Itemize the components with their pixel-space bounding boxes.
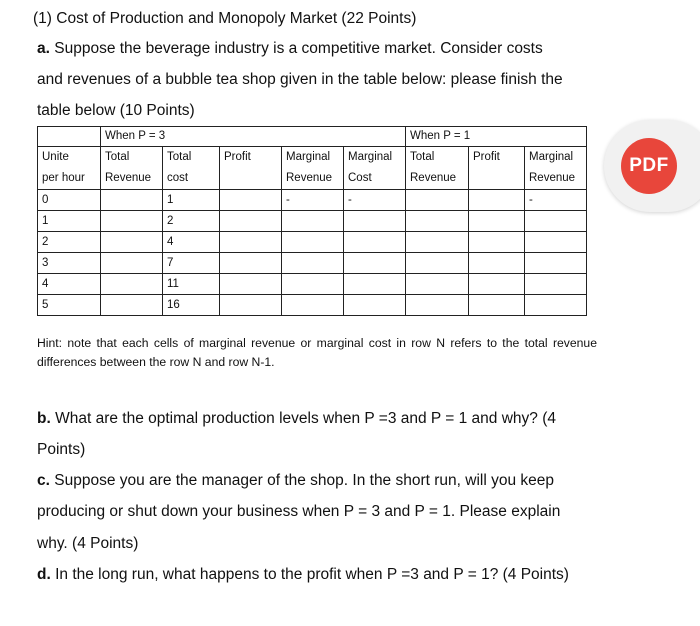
cell-profit-p3: [220, 295, 282, 316]
cell-units: 5: [38, 295, 101, 316]
cell-profit-p3: [220, 274, 282, 295]
cell-marginal-revenue-p1: [525, 211, 587, 232]
cell-marginal-revenue-p3: [282, 274, 344, 295]
part-c-line-2: producing or shut down your business when P = 3 and P = 1. Please explain: [37, 503, 561, 520]
header-profit-p3: Profit: [220, 147, 282, 190]
cell-marginal-revenue-p3: [282, 295, 344, 316]
part-a-line-3: table below (10 Points): [37, 102, 195, 119]
table-row: [38, 211, 587, 232]
cell-total-revenue-p1: [406, 295, 469, 316]
cell-marginal-revenue-p1: [525, 232, 587, 253]
table-row: [38, 190, 587, 211]
cell-total-revenue-p1: [406, 190, 469, 211]
cell-marginal-cost: [344, 274, 406, 295]
cell-units: 2: [38, 232, 101, 253]
part-d-line-1: [37, 566, 569, 584]
part-b-label: b.: [37, 410, 51, 427]
cell-total-cost: 16: [163, 295, 220, 316]
cell-total-revenue-p3: [101, 274, 163, 295]
pdf-button[interactable]: PDF: [621, 138, 677, 194]
cell-total-cost: 7: [163, 253, 220, 274]
part-a-line-1: [37, 40, 543, 58]
cell-marginal-revenue-p3: [282, 232, 344, 253]
cell-marginal-revenue-p3: [282, 253, 344, 274]
table-row: [38, 295, 587, 316]
cell-marginal-revenue-p1: [525, 274, 587, 295]
cell-profit-p3: [220, 232, 282, 253]
table-column-headers: [38, 147, 587, 190]
cell-total-revenue-p3: [101, 253, 163, 274]
header-total-cost: Total cost: [163, 147, 220, 190]
cell-profit-p3: [220, 211, 282, 232]
cell-profit-p1: [469, 253, 525, 274]
cell-marginal-cost: [344, 295, 406, 316]
cell-total-revenue-p3: [101, 232, 163, 253]
cell-total-revenue-p3: [101, 295, 163, 316]
part-a-text-1: Suppose the beverage industry is a competitive market. Consider costs: [54, 40, 543, 57]
cell-marginal-revenue-p1: [525, 295, 587, 316]
cell-total-cost: 2: [163, 211, 220, 232]
cell-marginal-cost: -: [344, 190, 406, 211]
cell-total-revenue-p1: [406, 211, 469, 232]
part-b-line-1: [37, 410, 556, 428]
cell-profit-p3: [220, 253, 282, 274]
cell-units: 0: [38, 190, 101, 211]
question-title: (1) Cost of Production and Monopoly Market (22 Points): [33, 10, 417, 27]
hint-text: Hint: note that each cells of marginal revenue or marginal cost in row N refers to the total revenue differences between the row N and row N-1.: [37, 336, 597, 369]
cell-marginal-revenue-p1: -: [525, 190, 587, 211]
cell-total-cost: 11: [163, 274, 220, 295]
cell-profit-p1: [469, 295, 525, 316]
cell-total-revenue-p1: [406, 274, 469, 295]
cell-profit-p1: [469, 232, 525, 253]
cell-profit-p1: [469, 190, 525, 211]
cell-total-cost: 4: [163, 232, 220, 253]
header-total-revenue-p1: Total Revenue: [406, 147, 469, 190]
cell-units: 3: [38, 253, 101, 274]
table-body: [38, 190, 587, 316]
cell-marginal-cost: [344, 232, 406, 253]
cell-units: 4: [38, 274, 101, 295]
cost-revenue-table: [37, 126, 587, 316]
cell-units: 1: [38, 211, 101, 232]
cell-marginal-cost: [344, 253, 406, 274]
cell-profit-p3: [220, 190, 282, 211]
part-c-label: c.: [37, 472, 50, 489]
part-c-line-3: why. (4 Points): [37, 535, 139, 552]
table-row: [38, 274, 587, 295]
part-b-line-2: Points): [37, 441, 86, 458]
header-marginal-cost: Marginal Cost: [344, 147, 406, 190]
header-total-revenue-p3: Total Revenue: [101, 147, 163, 190]
cell-total-revenue-p1: [406, 253, 469, 274]
pdf-button-container: [604, 120, 700, 212]
cell-total-revenue-p1: [406, 232, 469, 253]
header-units: Unite per hour: [38, 147, 101, 190]
cell-marginal-cost: [344, 211, 406, 232]
part-b-text-1: What are the optimal production levels when P =3 and P = 1 and why? (4: [55, 410, 556, 427]
header-marginal-revenue-p1: Marginal Revenue: [525, 147, 587, 190]
table-corner-cell: [38, 127, 101, 147]
group-header-p1: When P = 1: [406, 127, 587, 147]
part-d-text-1: In the long run, what happens to the profit when P =3 and P = 1? (4 Points): [55, 566, 569, 583]
table-row: [38, 232, 587, 253]
part-c-line-1: [37, 472, 554, 490]
cell-total-cost: 1: [163, 190, 220, 211]
part-a-label: a.: [37, 40, 50, 57]
group-header-p3: When P = 3: [101, 127, 406, 147]
table-row: [38, 253, 587, 274]
cell-profit-p1: [469, 211, 525, 232]
cell-marginal-revenue-p3: [282, 211, 344, 232]
table-group-header: [38, 127, 587, 147]
cell-total-revenue-p3: [101, 190, 163, 211]
cell-marginal-revenue-p3: -: [282, 190, 344, 211]
cell-profit-p1: [469, 274, 525, 295]
part-c-text-1: Suppose you are the manager of the shop. In the short run, will you keep: [54, 472, 555, 489]
header-profit-p1: Profit: [469, 147, 525, 190]
cell-marginal-revenue-p1: [525, 253, 587, 274]
part-a-line-2: and revenues of a bubble tea shop given in the table below: please finish the: [37, 71, 563, 88]
cell-total-revenue-p3: [101, 211, 163, 232]
header-marginal-revenue-p3: Marginal Revenue: [282, 147, 344, 190]
part-d-label: d.: [37, 566, 51, 583]
